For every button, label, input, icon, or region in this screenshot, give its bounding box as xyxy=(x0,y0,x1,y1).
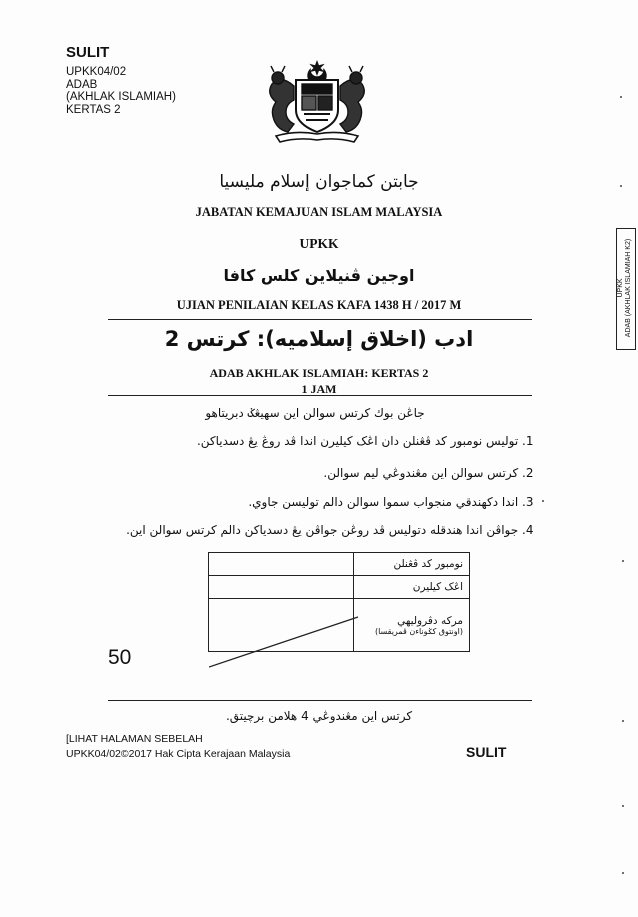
side-label-tab xyxy=(616,228,636,350)
divider xyxy=(108,319,532,320)
paper-code-line: KERTAS 2 xyxy=(66,103,121,116)
instruction-item xyxy=(70,466,540,480)
scan-speck xyxy=(620,96,622,98)
exam-name-jawi: اوجين ڤنيلاين كلس كافا xyxy=(223,266,415,285)
department-name-jawi: جابتن كماجوان إسلام مليسيا xyxy=(219,172,419,192)
instruction-number: 2. xyxy=(522,466,534,480)
instruction-text: اندا دكهندقي منجواب سموا سوالن دالم توليسن جاوي. xyxy=(248,495,519,509)
page-count-note: كرتس اين مڠندوڠي 4 هلامن برچيتق. xyxy=(225,709,413,723)
scan-speck xyxy=(542,500,544,502)
marks-label-line: مركه دڤرولیهي xyxy=(397,614,463,627)
id-code-field[interactable] xyxy=(209,553,354,576)
exam-name: UJIAN PENILAIAN KELAS KAFA 1438 H / 2017 M xyxy=(176,298,462,312)
instructions-intro: جاڠن بوك كرتس سوالن اين سهيڠݢ دبريتاهو xyxy=(205,406,425,420)
total-marks: 50 xyxy=(108,646,132,669)
side-label-line: UPKK xyxy=(617,278,624,298)
paper-code-block xyxy=(66,66,176,116)
instruction-item xyxy=(70,495,540,509)
side-label-line: ADAB (AKHLAK ISLAMIAH K2) xyxy=(625,238,632,338)
instruction-item xyxy=(70,523,540,537)
copyright-line: UPKK04/02©2017 Hak Cipta Kerajaan Malaysia xyxy=(66,748,291,760)
subject-title-jawi: ادب (اخلاق إسلاميه): كرتس 2 xyxy=(164,327,474,351)
serial-number-field[interactable] xyxy=(209,576,354,599)
marks-label xyxy=(353,599,469,652)
divider xyxy=(108,395,532,396)
instruction-number: 3. xyxy=(522,495,534,509)
paper-code-line: UPKK04/02 xyxy=(66,66,127,78)
scan-speck xyxy=(622,872,624,874)
marks-label-note: (اونتوق كݢوناءن ڤمريقسا) xyxy=(374,626,463,636)
scan-speck xyxy=(622,720,624,722)
scan-speck xyxy=(620,185,622,187)
score-diagonal xyxy=(209,616,359,668)
instruction-text: كرتس سوالن اين مڠندوڠي ليم سوالن. xyxy=(323,466,519,480)
turn-page-note: [LIHAT HALAMAN SEBELAH xyxy=(66,733,203,745)
paper-code-line: ADAB xyxy=(66,78,98,91)
paper-code-line: (AKHLAK ISLAMIAH) xyxy=(66,91,176,104)
department-name: JABATAN KEMAJUAN ISLAM MALAYSIA xyxy=(195,205,443,219)
instruction-item xyxy=(70,434,540,448)
scan-speck xyxy=(622,805,624,807)
department-abbreviation: UPKK xyxy=(299,236,339,251)
coat-of-arms-icon xyxy=(258,56,376,146)
instruction-text: توليس نومبور كد ڤڠنلن دان اڠک كيليرن اندا ڤد روڠ يڠ دسدياكن. xyxy=(196,434,519,448)
exam-duration: 1 JAM xyxy=(301,382,337,396)
instruction-number: 4. xyxy=(522,523,534,537)
classification-label: SULIT xyxy=(466,744,507,760)
serial-number-label: اڠک كيليرن xyxy=(353,576,469,599)
divider xyxy=(108,700,532,701)
instruction-number: 1. xyxy=(522,434,534,448)
classification-label: SULIT xyxy=(66,44,110,61)
subject-title: ADAB AKHLAK ISLAMIAH: KERTAS 2 xyxy=(209,366,429,380)
id-code-label: نومبور كد ڤڠنلن xyxy=(353,553,469,576)
scan-speck xyxy=(622,560,624,562)
instruction-text: جواڤن اندا هندقله دتوليس ڤد روڠن جواڤن يڠ دسدياكن دالم كرتس سوالن اين. xyxy=(126,523,519,537)
